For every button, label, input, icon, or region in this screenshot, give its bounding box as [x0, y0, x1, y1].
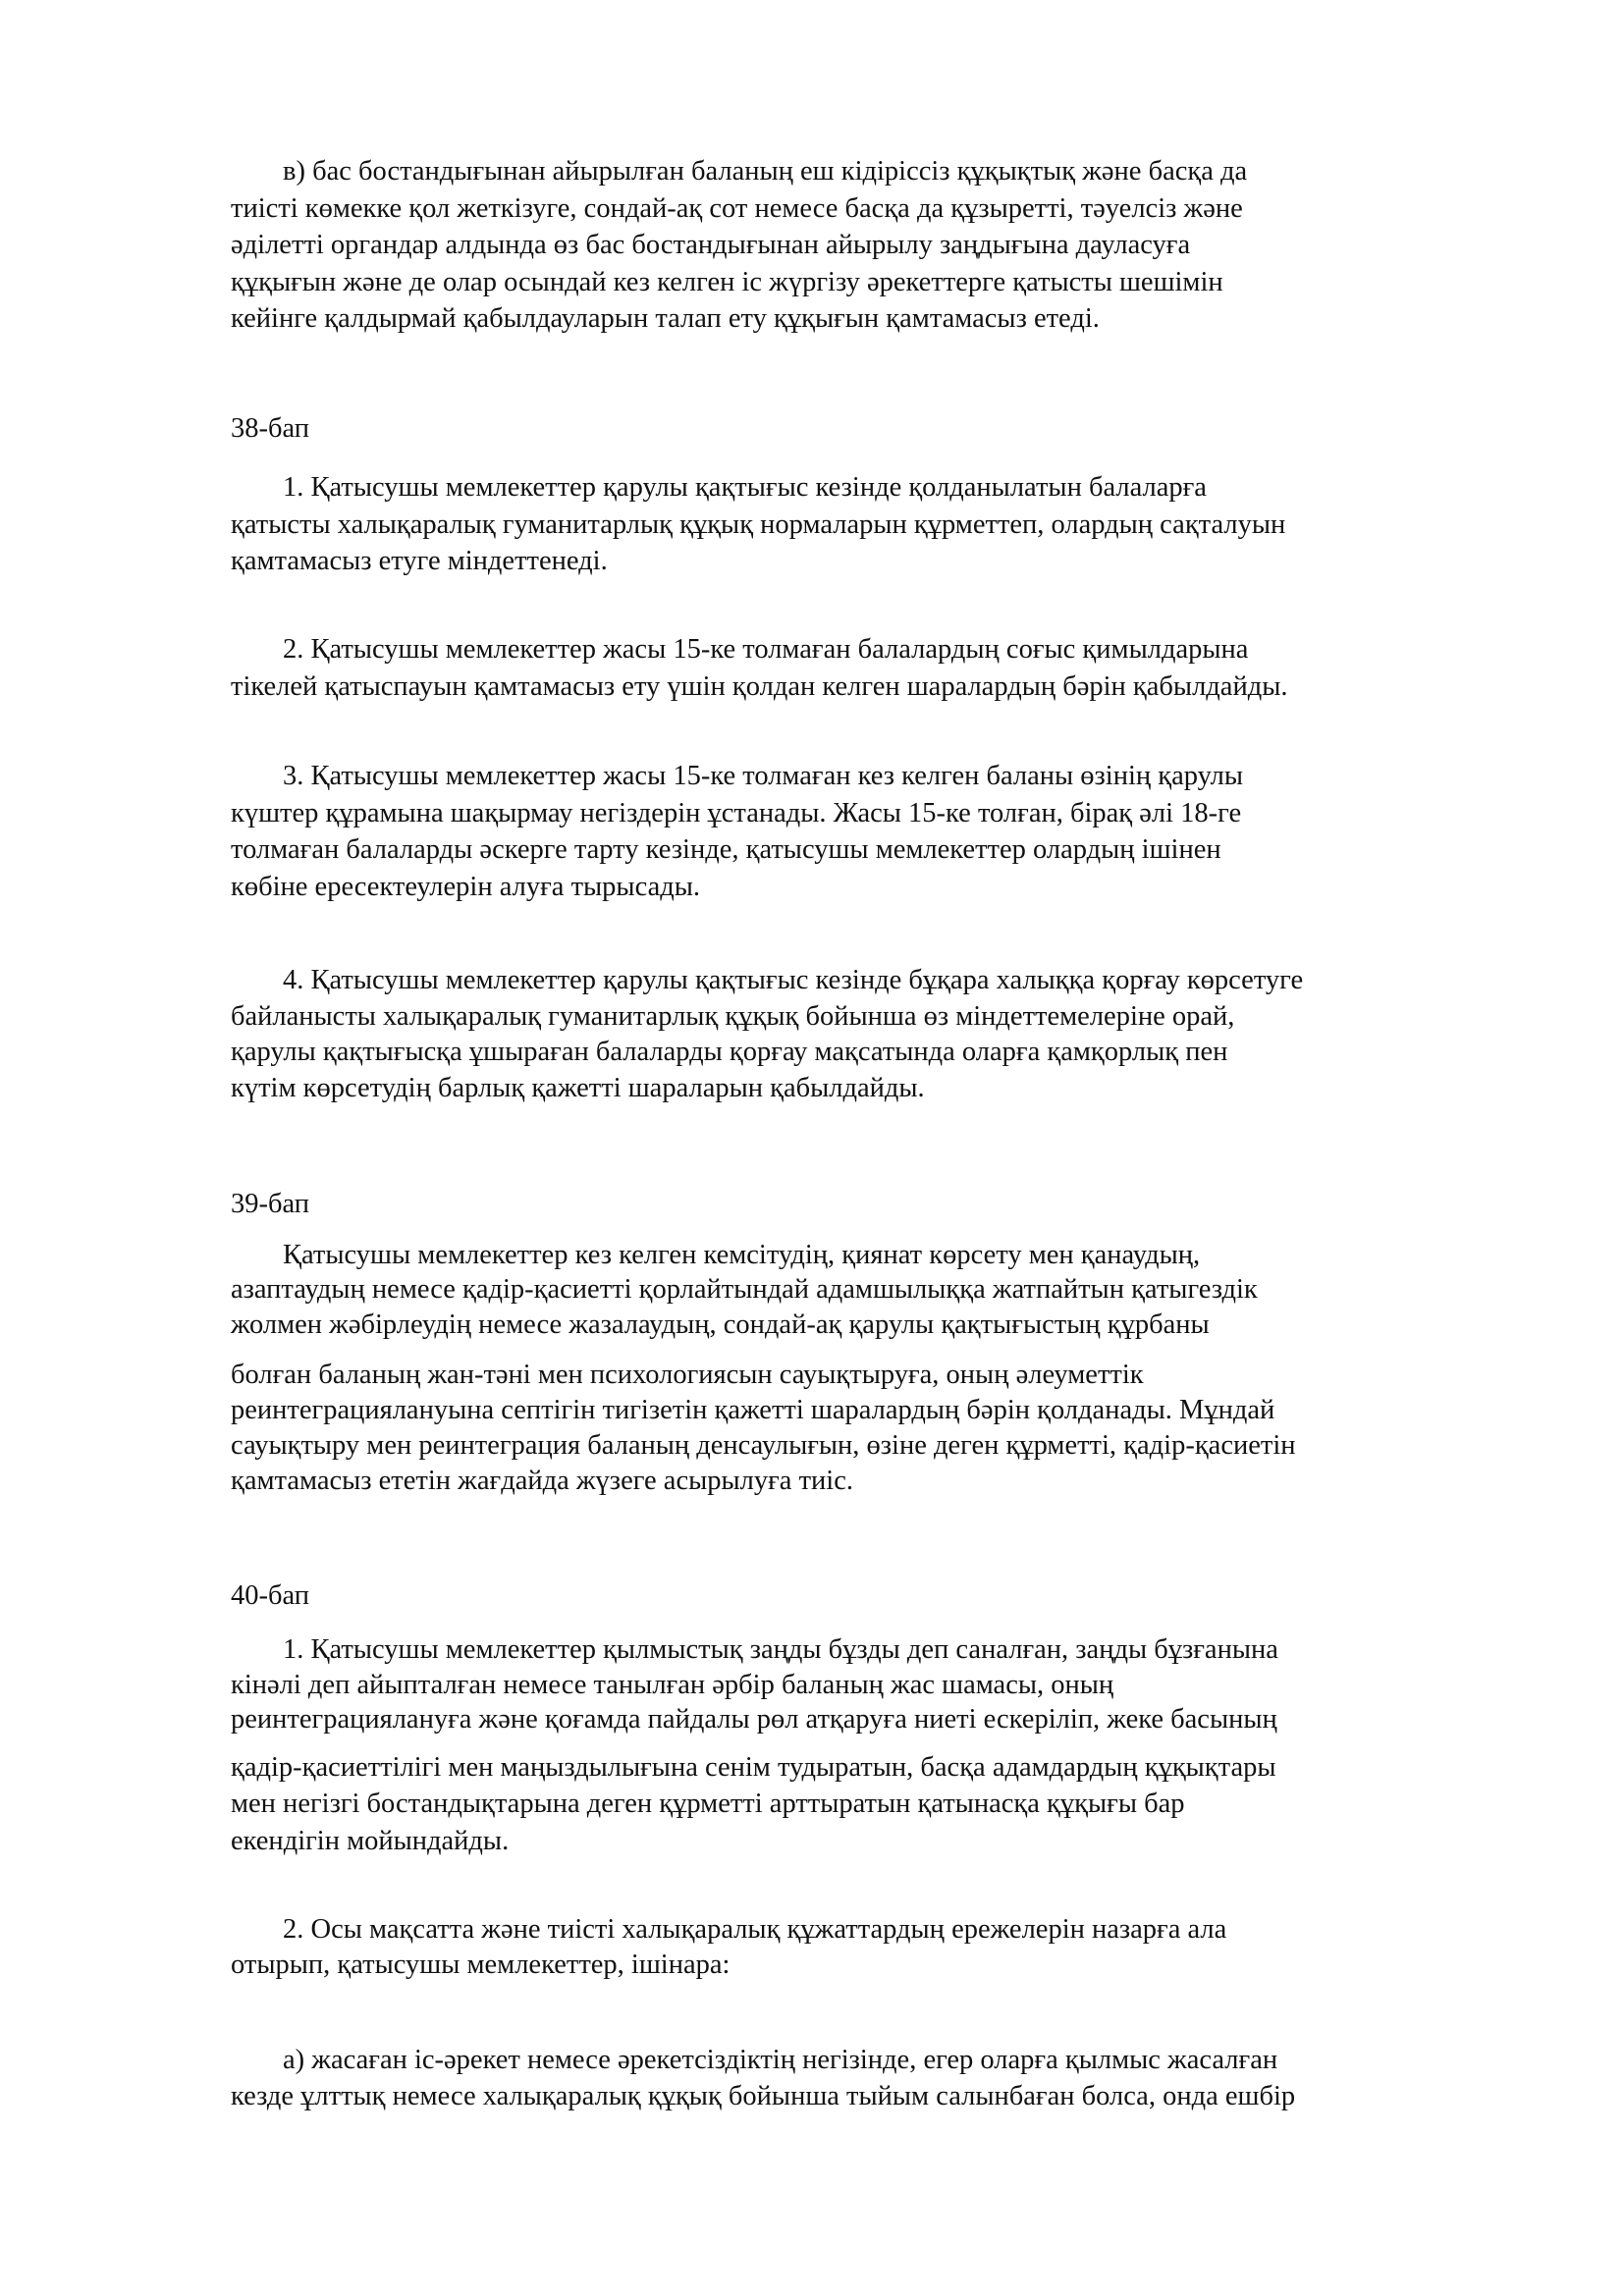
paragraph-line: қатысты халықаралық гуманитарлық құқық нормаларын құрметтеп, олардың сақталуын — [231, 509, 1286, 540]
article-heading-39: 39-бап — [231, 1189, 310, 1219]
paragraph-line: жолмен жәбірлеудің немесе жазалаудың, сондай-ақ қарулы қақтығыстың құрбаны — [231, 1309, 1210, 1340]
paragraph-line: мен негізгі бостандықтарына деген құрметті арттыратын қатынасқа құқығы бар — [231, 1789, 1185, 1819]
paragraph-line: а) жасаған іс-әрекет немесе әрекетсіздіктің негізінде, егер оларға қылмыс жасалған — [283, 2045, 1278, 2075]
paragraph-line: азаптаудың немесе қадір-қасиетті қорлайтындай адамшылыққа жатпайтын қатыгездік — [231, 1274, 1258, 1305]
paragraph-line: қадір-қасиеттілігі мен маңыздылығына сенім тудыратын, басқа адамдардың құқықтары — [231, 1752, 1276, 1783]
paragraph-line: тікелей қатыспауын қамтамасыз ету үшін қолдан келген шаралардың бәрін қабылдайды. — [231, 671, 1288, 702]
paragraph-line: қарулы қақтығысқа ұшыраған балаларды қорғау мақсатында оларға қамқорлық пен — [231, 1037, 1228, 1067]
paragraph-line: Қатысушы мемлекеттер кез келген кемсітудің, қиянат көрсету мен қанаудың, — [283, 1240, 1201, 1270]
article-heading-40: 40-бап — [231, 1580, 310, 1611]
paragraph-line: болған баланың жан-тәні мен психологиясын сауықтыруға, оның әлеуметтік — [231, 1360, 1144, 1390]
paragraph-line: 2. Осы мақсатта және тиісті халықаралық құжаттардың ережелерін назарға ала — [283, 1914, 1227, 1945]
paragraph-line: кейінге қалдырмай қабылдауларын талап ету құқығын қамтамасыз етеді. — [231, 303, 1100, 334]
article-heading-38: 38-бап — [231, 413, 310, 444]
paragraph-line: көбіне ересектеулерін алуға тырысады. — [231, 872, 700, 902]
paragraph-line: кезде ұлттық немесе халықаралық құқық бойынша тыйым салынбаған болса, онда ешбір — [231, 2081, 1296, 2111]
paragraph-line: құқығын және де олар осындай кез келген іс жүргізу әрекеттерге қатысты шешімін — [231, 267, 1223, 297]
paragraph-line: 3. Қатысушы мемлекеттер жасы 15-ке толмаған кез келген баланы өзінің қарулы — [283, 761, 1244, 791]
paragraph-line: в) бас бостандығынан айырылған баланың еш кідіріссіз құқықтық және басқа да — [283, 156, 1248, 187]
paragraph-line: 1. Қатысушы мемлекеттер қылмыстық заңды бұзды деп саналған, заңды бұзғанына — [283, 1634, 1278, 1665]
paragraph-line: байланысты халықаралық гуманитарлық құқық бойынша өз міндеттемелеріне орай, — [231, 1001, 1235, 1032]
paragraph-line: қамтамасыз етуге міндеттенеді. — [231, 546, 608, 576]
paragraph-line: қамтамасыз ететін жағдайда жүзеге асырылуға тиіс. — [231, 1466, 853, 1496]
paragraph-line: 1. Қатысушы мемлекеттер қарулы қақтығыс кезінде қолданылатын балаларға — [283, 472, 1207, 503]
paragraph-line: күтім көрсетудің барлық қажетті шараларын қабылдайды. — [231, 1073, 925, 1103]
paragraph-line: кінәлі деп айыпталған немесе танылған әрбір баланың жас шамасы, оның — [231, 1670, 1114, 1700]
paragraph-line: отырып, қатысушы мемлекеттер, ішінара: — [231, 1949, 731, 1980]
paragraph-line: әділетті органдар алдында өз бас бостандығынан айырылу заңдығына дауласуға — [231, 230, 1191, 260]
paragraph-line: 2. Қатысушы мемлекеттер жасы 15-ке толмаған балалардың соғыс қимылдарына — [283, 634, 1249, 665]
paragraph-line: толмаған балаларды әскерге тарту кезінде, қатысушы мемлекеттер олардың ішінен — [231, 834, 1221, 865]
paragraph-line: реинтеграциялануына септігін тигізетін қажетті шаралардың бәрін қолданады. Мұндай — [231, 1395, 1275, 1425]
paragraph-line: тиісті көмекке қол жеткізуге, сондай-ақ сот немесе басқа да құзыретті, тәуелсіз және — [231, 193, 1243, 224]
paragraph-line: реинтеграциялануға және қоғамда пайдалы рөл атқаруға ниеті ескеріліп, жеке басының — [231, 1704, 1277, 1735]
paragraph-line: күштер құрамына шақырмау негіздерін ұстанады. Жасы 15-ке толған, бірақ әлі 18-ге — [231, 798, 1242, 828]
paragraph-line: екендігін мойындайды. — [231, 1826, 510, 1856]
paragraph-line: 4. Қатысушы мемлекеттер қарулы қақтығыс кезінде бұқара халыққа қорғау көрсетуге — [283, 965, 1304, 995]
paragraph-line: сауықтыру мен реинтеграция баланың денсаулығын, өзіне деген құрметті, қадір-қасиетін — [231, 1430, 1296, 1461]
